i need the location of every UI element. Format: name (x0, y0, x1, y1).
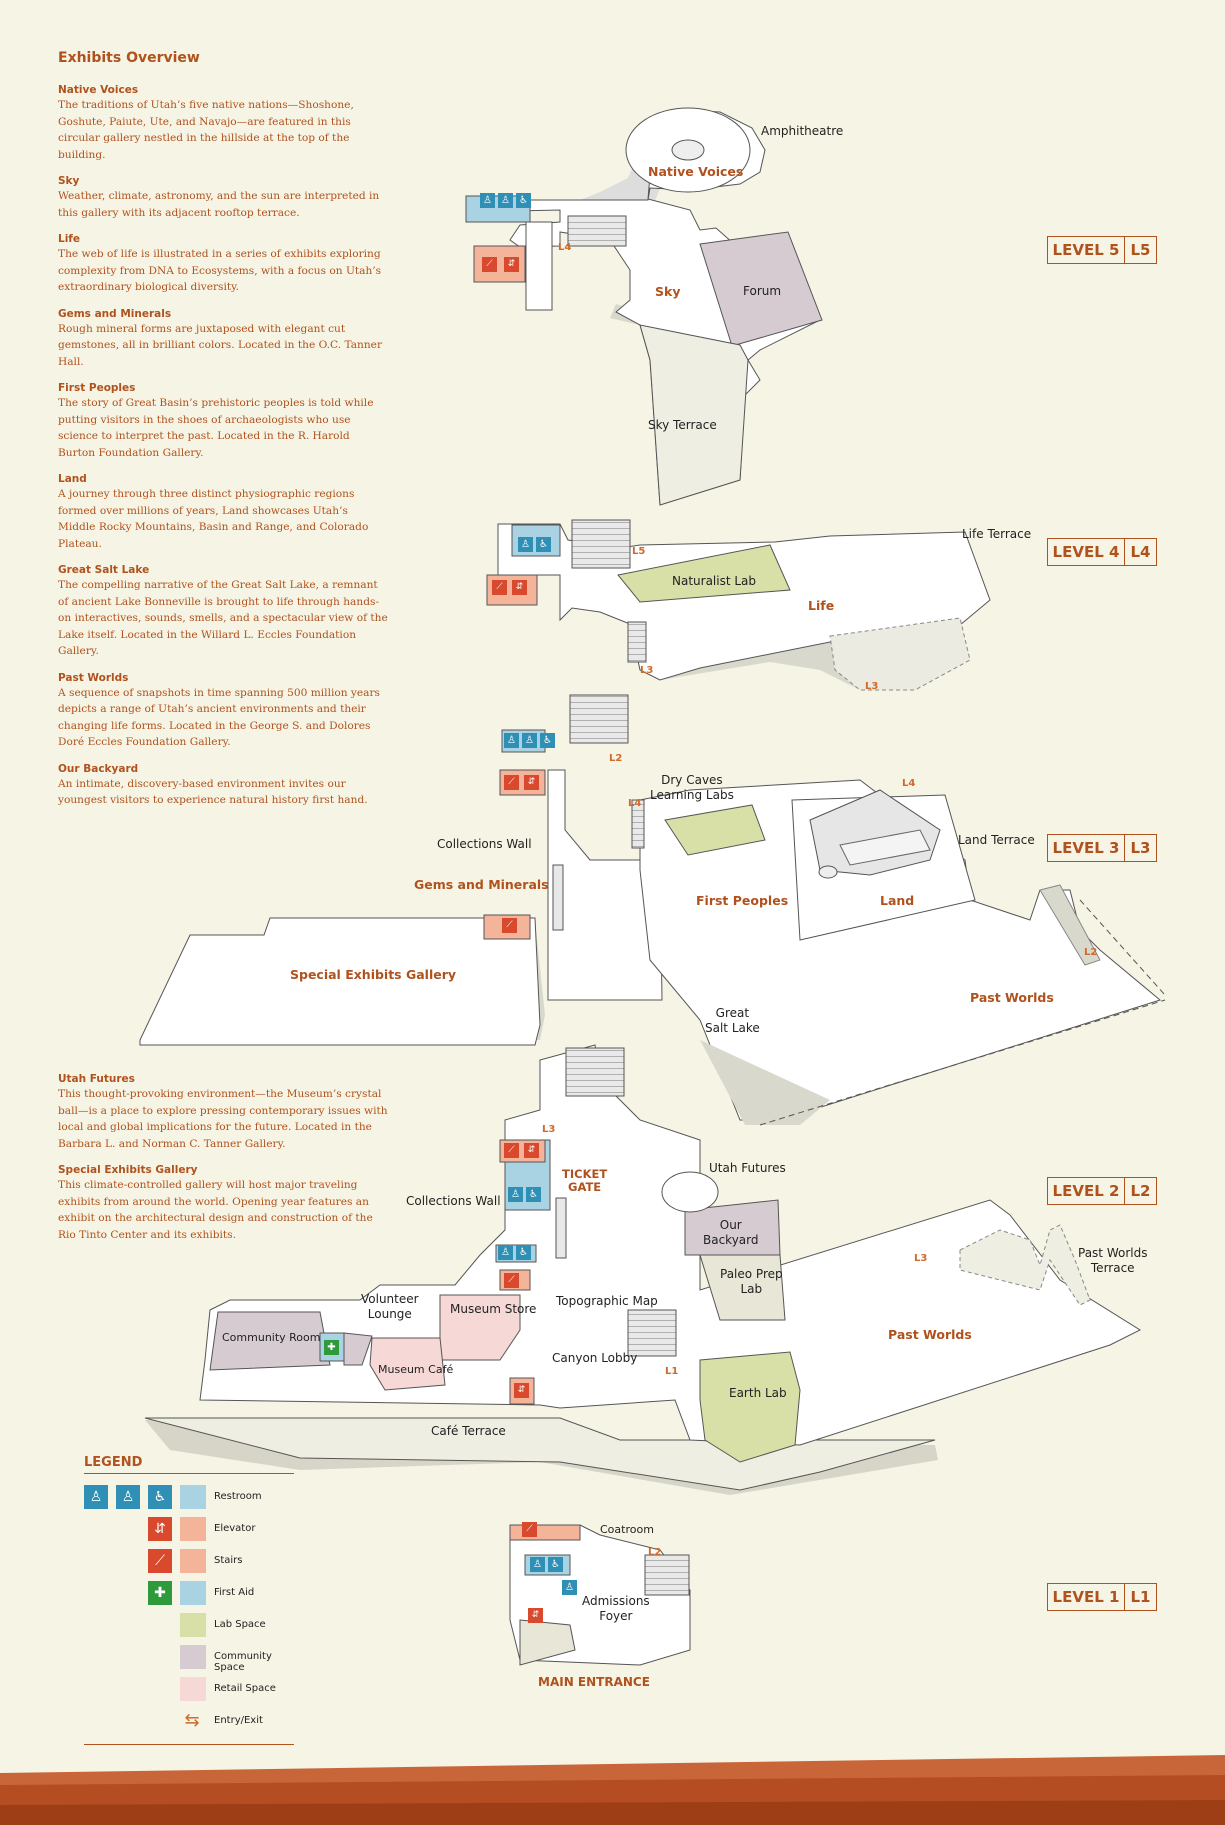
ticket-gate-label[interactable]: TICKET GATE (562, 1167, 608, 1194)
exhibit-gems-minerals (58, 308, 388, 371)
past-worlds-terrace-label[interactable]: Past Worlds Terrace (1078, 1246, 1148, 1275)
level-code: L3 (1130, 839, 1151, 857)
exhibit-description: A journey through three distinct physiographic regions formed over millions of years, Land showcases Utah’s Middle Rocky Mountains, Basin and Range, and Colorado Plateau. (58, 488, 369, 550)
accessible-restroom-icon[interactable]: ♿ (536, 537, 551, 552)
exhibit-description: The traditions of Utah’s five native nations—Shoshone, Goshute, Paiute, Ute, and Navajo—are featured in this circular gallery nestled in the hillside at the top of the building. (58, 99, 354, 161)
legend-row-retail-space (84, 1672, 294, 1704)
accessible-icon: ♿ (148, 1485, 172, 1509)
legend-label: Stairs (214, 1555, 243, 1566)
sky-terrace-label[interactable]: Sky Terrace (648, 418, 717, 432)
stairs-icon[interactable]: ⟋ (502, 918, 517, 933)
exhibits-overview (58, 50, 388, 821)
exhibit-description: Weather, climate, astronomy, and the sun are interpreted in this gallery with its adjacent rooftop terrace. (58, 190, 380, 219)
men-restroom-icon: ♙ (84, 1485, 108, 1509)
legend-row-lab-space (84, 1608, 294, 1640)
museum-store-label[interactable]: Museum Store (450, 1302, 537, 1316)
stairs-icon[interactable]: ⟋ (522, 1522, 537, 1537)
level-name: LEVEL 4 (1048, 539, 1125, 565)
restroom-icon[interactable]: ♙ (508, 1187, 523, 1202)
exhibit-our-backyard (58, 763, 388, 809)
legend-label: Restroom (214, 1491, 262, 1502)
accessible-restroom-icon[interactable]: ♿ (516, 193, 531, 208)
gems-minerals-label[interactable]: Gems and Minerals (414, 877, 549, 892)
main-entrance-label[interactable]: MAIN ENTRANCE (538, 1675, 650, 1689)
stair-tag: L4 (902, 778, 916, 789)
forum-label[interactable]: Forum (743, 284, 782, 298)
exhibit-description: An intimate, discovery-based environment invites our youngest visitors to experience natural history first hand. (58, 777, 368, 806)
level-name: LEVEL 2 (1048, 1178, 1125, 1204)
elevator-icon[interactable]: ⇵ (514, 1383, 529, 1398)
restroom-icon[interactable]: ♙ (518, 537, 533, 552)
coatroom-label[interactable]: Coatroom (600, 1523, 654, 1536)
level-code: L4 (1130, 543, 1151, 561)
great-salt-lake-label[interactable]: Great Salt Lake (705, 1006, 760, 1035)
level-code: L5 (1130, 241, 1151, 259)
level-5-floorplan (466, 108, 822, 505)
legend-row-stairs (84, 1544, 294, 1576)
exhibit-title: Gems and Minerals (58, 307, 172, 320)
stair-tag: L3 (640, 665, 654, 676)
exhibit-title: Life (58, 233, 80, 245)
legend-row-community-space (84, 1640, 294, 1672)
exhibit-great-salt-lake (58, 564, 388, 660)
elevator-icon[interactable]: ⇵ (528, 1608, 543, 1623)
our-backyard-label[interactable]: Our Backyard (703, 1218, 759, 1247)
elevator-icon[interactable]: ⇵ (524, 1143, 539, 1158)
exhibit-title: Past Worlds (58, 671, 129, 684)
stairs-icon[interactable]: ⟋ (504, 1273, 519, 1288)
exhibit-title: Our Backyard (58, 762, 139, 775)
exhibit-description: A sequence of snapshots in time spanning 500 million years depicts a range of Utah’s ancient environments and their changing life forms. Located in the George S. and Dolores Doré Eccles Foundation Gallery. (58, 686, 380, 748)
first-peoples-label[interactable]: First Peoples (696, 893, 789, 908)
utah-futures-label[interactable]: Utah Futures (709, 1161, 786, 1175)
collections-wall-label-l2[interactable]: Collections Wall (406, 1194, 501, 1208)
first-aid-icon[interactable]: ✚ (324, 1340, 339, 1355)
restroom-icon[interactable]: ♙ (530, 1557, 545, 1572)
exhibit-description: The web of life is illustrated in a series of exhibits exploring complexity from DNA to Ecosystems, with a focus on Utah’s extraordinary biological diversity. (58, 248, 382, 293)
level-3-badge[interactable] (1047, 834, 1157, 862)
elevator-icon: ⇵ (148, 1517, 172, 1541)
exhibit-native-voices (58, 84, 388, 163)
exhibit-past-worlds (58, 672, 388, 751)
lab-space-swatch (180, 1613, 206, 1637)
level-2-badge[interactable] (1047, 1177, 1157, 1205)
restroom-icon[interactable]: ♙ (562, 1580, 577, 1595)
legend-row-elevator (84, 1512, 294, 1544)
exhibit-utah-futures (58, 1073, 388, 1152)
admissions-foyer-label[interactable]: Admissions Foyer (582, 1594, 650, 1623)
exhibit-description: The compelling narrative of the Great Salt Lake, a remnant of ancient Lake Bonneville is brought to life through hands-on interactives, sounds, smells, and a spectacular view of the Lake itself. Located in the Willard L. Eccles Foundation Gallery. (58, 579, 388, 657)
legend-label: Lab Space (214, 1619, 266, 1630)
accessible-restroom-icon[interactable]: ♿ (548, 1557, 563, 1572)
life-label[interactable]: Life (808, 598, 835, 613)
exhibit-title: Native Voices (58, 84, 139, 96)
stair-tag: L3 (865, 681, 879, 692)
legend-label: Retail Space (214, 1683, 276, 1694)
stair-tag: L3 (542, 1124, 556, 1135)
women-restroom-icon: ♙ (116, 1485, 140, 1509)
restroom-icon[interactable]: ♙ (498, 1245, 513, 1260)
elevator-icon[interactable]: ⇵ (504, 257, 519, 272)
exhibit-description: This climate-controlled gallery will host major traveling exhibits from around the world. Opening year features an exhibit on the architectural design and construction of the Rio Tinto Center and its exhibits. (58, 1179, 373, 1241)
level-4-badge[interactable] (1047, 538, 1157, 566)
stair-tag: L3 (914, 1253, 928, 1264)
stairs-icon: ⟋ (148, 1549, 172, 1573)
life-terrace-label[interactable]: Life Terrace (962, 527, 1032, 541)
restroom-icon[interactable]: ♙ (480, 193, 495, 208)
exhibit-sky (58, 175, 388, 221)
past-worlds-label-l3[interactable]: Past Worlds (970, 990, 1054, 1005)
collections-wall-label-l3[interactable]: Collections Wall (437, 837, 532, 851)
stair-tag: L4 (558, 242, 572, 253)
level-1-badge[interactable] (1047, 1583, 1157, 1611)
amphitheatre-label[interactable]: Amphitheatre (761, 124, 844, 138)
canyon-lobby-label[interactable]: Canyon Lobby (552, 1351, 638, 1365)
exhibit-title: Sky (58, 175, 80, 187)
legend-row-entry-exit (84, 1704, 294, 1736)
land-label[interactable]: Land (880, 893, 915, 908)
accessible-restroom-icon[interactable]: ♿ (516, 1245, 531, 1260)
level-name: LEVEL 3 (1048, 835, 1125, 861)
volunteer-lounge-label[interactable]: Volunteer Lounge (361, 1292, 419, 1321)
exhibit-title: Special Exhibits Gallery (58, 1164, 198, 1176)
legend-label: Community Space (214, 1651, 272, 1673)
accessible-restroom-icon[interactable]: ♿ (540, 733, 555, 748)
level-code: L2 (1130, 1182, 1151, 1200)
exhibit-title: Utah Futures (58, 1073, 135, 1085)
accessible-restroom-icon[interactable]: ♿ (526, 1187, 541, 1202)
sky-label[interactable]: Sky (655, 284, 681, 299)
stairs-swatch (180, 1549, 206, 1573)
first-aid-icon: ✚ (148, 1581, 172, 1605)
stairs-icon[interactable]: ⟋ (482, 257, 497, 272)
exhibit-first-peoples (58, 382, 388, 461)
exhibit-description: The story of Great Basin’s prehistoric peoples is told while putting visitors in the shoes of archaeologists who use science to interpret the past. Located in the R. Harold Burton Foundation Gallery. (58, 397, 374, 459)
first-aid-swatch (180, 1581, 206, 1605)
exhibit-special-exhibits (58, 1164, 388, 1243)
stair-tag: L2 (609, 753, 623, 764)
level-name: LEVEL 5 (1048, 237, 1125, 263)
exhibit-life (58, 233, 388, 296)
stair-tag: L5 (632, 546, 646, 557)
stairs-icon[interactable]: ⟋ (492, 580, 507, 595)
community-space-swatch (180, 1645, 206, 1669)
naturalist-lab-label[interactable]: Naturalist Lab (672, 574, 757, 588)
level-4-floorplan (487, 520, 990, 690)
native-voices-label[interactable]: Native Voices (648, 164, 744, 179)
elevator-icon[interactable]: ⇵ (524, 775, 539, 790)
exhibit-land (58, 473, 388, 552)
overview-title: Exhibits Overview (58, 50, 200, 66)
exhibit-description: Rough mineral forms are juxtaposed with elegant cut gemstones, all in brilliant colors. Located in the O.C. Tanner Hall. (58, 322, 383, 368)
legend-divider (84, 1744, 294, 1745)
entry-exit-icon: ⇆ (184, 1710, 200, 1731)
dry-caves-label[interactable]: Dry Caves Learning Labs (650, 773, 734, 802)
legend-label: First Aid (214, 1587, 255, 1598)
restroom-icon[interactable]: ♙ (522, 733, 537, 748)
elevator-icon[interactable]: ⇵ (512, 580, 527, 595)
legend-row-restroom (84, 1480, 294, 1512)
stairs-icon[interactable]: ⟋ (504, 1143, 519, 1158)
level-5-badge[interactable] (1047, 236, 1157, 264)
legend-row-first-aid (84, 1576, 294, 1608)
level-name: LEVEL 1 (1048, 1584, 1125, 1610)
earth-lab-label[interactable]: Earth Lab (729, 1386, 787, 1400)
stair-tag: L2 (648, 1547, 662, 1558)
legend-label: Elevator (214, 1523, 256, 1534)
level-code: L1 (1130, 1588, 1151, 1606)
exhibit-title: Land (58, 473, 87, 485)
decorative-base-bands (0, 1755, 1225, 1825)
legend-label: Entry/Exit (214, 1715, 263, 1726)
exhibits-overview-continued (58, 1073, 388, 1255)
museum-cafe-label[interactable]: Museum Café (378, 1363, 454, 1376)
stairs-icon[interactable]: ⟋ (504, 775, 519, 790)
stair-tag: L1 (665, 1366, 679, 1377)
restroom-icon[interactable]: ♙ (498, 193, 513, 208)
legend-title: LEGEND (84, 1455, 294, 1474)
land-terrace-label[interactable]: Land Terrace (958, 833, 1035, 847)
stair-tag: L4 (628, 798, 642, 809)
legend (84, 1455, 294, 1745)
restroom-icon[interactable]: ♙ (504, 733, 519, 748)
exhibit-title: First Peoples (58, 382, 136, 394)
elevator-swatch (180, 1517, 206, 1541)
special-exhibits-label[interactable]: Special Exhibits Gallery (290, 967, 457, 982)
exhibit-description: This thought-provoking environment—the Museum’s crystal ball—is a place to explore pressing contemporary issues with local and global implications for the future. Located in the Barbara L. and Norman C. Tanner Gallery. (58, 1088, 388, 1150)
paleo-prep-lab-label[interactable]: Paleo Prep Lab (720, 1267, 783, 1296)
exhibit-title: Great Salt Lake (58, 564, 150, 576)
past-worlds-label-l2[interactable]: Past Worlds (888, 1327, 972, 1342)
stair-tag: L2 (1084, 947, 1098, 958)
restroom-swatch (180, 1485, 206, 1509)
cafe-terrace-label[interactable]: Café Terrace (431, 1424, 506, 1438)
topographic-map-label[interactable]: Topographic Map (556, 1294, 658, 1308)
retail-space-swatch (180, 1677, 206, 1701)
community-room-label[interactable]: Community Room (222, 1331, 321, 1344)
